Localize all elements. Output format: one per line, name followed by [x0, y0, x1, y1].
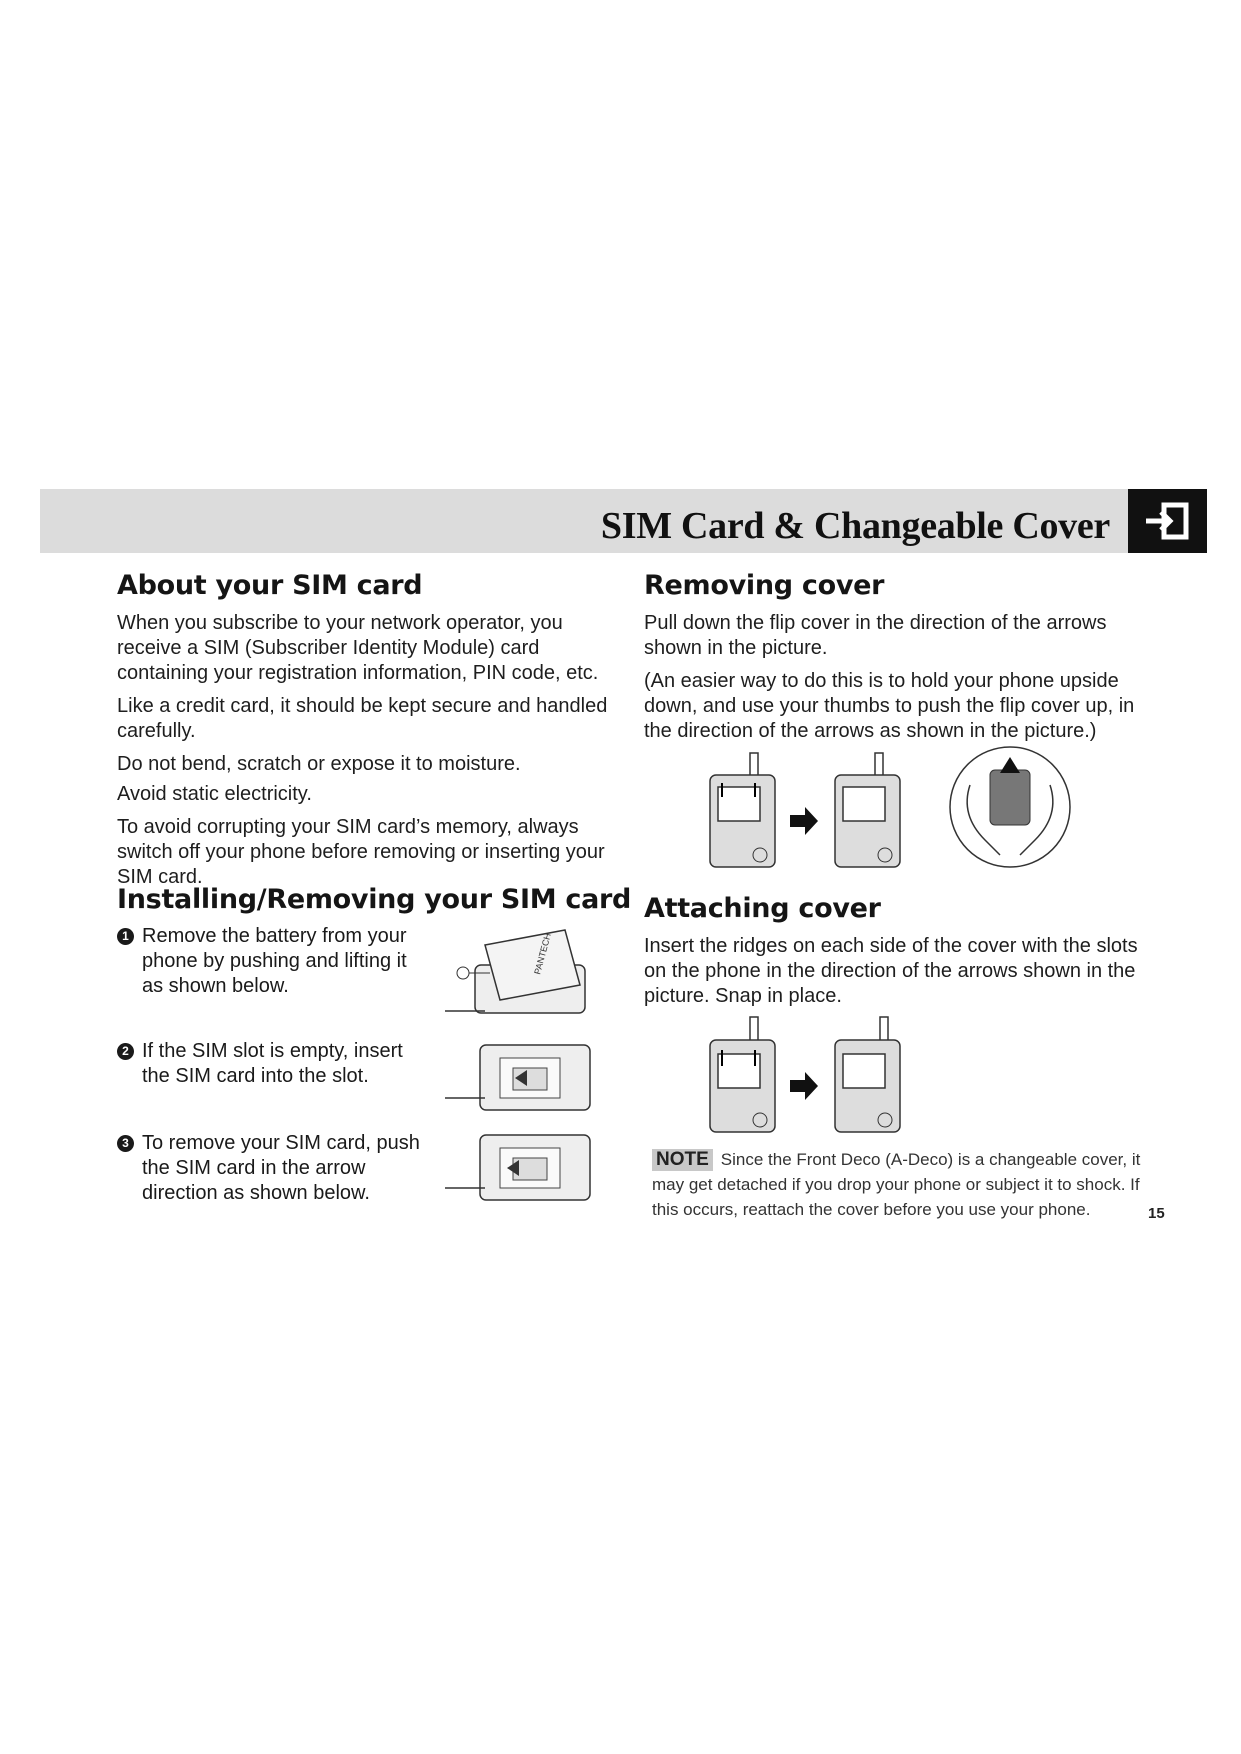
- about-paragraph-1: When you subscribe to your network operator, you receive a SIM (Subscriber Identity Module) card containing your registration information, PIN code, etc.: [117, 612, 599, 684]
- note-text: Since the Front Deco (A-Deco) is a changeable cover, it may get detached if you drop your phone or subject it to shock. If this occurs, reattach the cover before you use your phone.: [652, 1150, 1141, 1219]
- sim-insert-illustration: [445, 1040, 595, 1115]
- step-number: 2: [117, 1043, 134, 1060]
- step-number: 1: [117, 928, 134, 945]
- note-label: NOTE: [652, 1149, 713, 1171]
- about-heading: About your SIM card: [117, 570, 423, 601]
- about-paragraph-2: Like a credit card, it should be kept secure and handled carefully.: [117, 695, 608, 742]
- installing-heading: Installing/Removing your SIM card: [117, 884, 632, 915]
- page-number: 15: [1148, 1205, 1165, 1222]
- step-text: If the SIM slot is empty, insert the SIM card into the slot.: [142, 1040, 403, 1087]
- about-paragraph-3: Do not bend, scratch or expose it to moisture.: [117, 753, 521, 775]
- about-paragraph-5: To avoid corrupting your SIM card’s memory, always switch off your phone before removing or inserting your SIM card.: [117, 816, 605, 888]
- page-title: SIM Card & Changeable Cover: [600, 505, 1110, 547]
- removing-paragraph-2: (An easier way to do this is to hold your phone upside down, and use your thumbs to push the flip cover up, in the direction of the arrows as shown in the picture.): [644, 670, 1135, 742]
- attaching-paragraph: Insert the ridges on each side of the cover with the slots on the phone in the direction of the arrows shown in the picture. Snap in place.: [644, 935, 1138, 1007]
- note: [652, 1147, 1142, 1222]
- svg-text:PANTECH: PANTECH: [532, 932, 553, 976]
- step-number: 3: [117, 1135, 134, 1152]
- step-3: [117, 1131, 427, 1206]
- about-section: [117, 570, 627, 890]
- about-paragraph-4: Avoid static electricity.: [117, 783, 312, 805]
- removing-heading: Removing cover: [644, 570, 885, 601]
- enter-arrow-icon: [1144, 502, 1190, 540]
- removing-cover-illustration: [700, 745, 1080, 875]
- battery-removal-illustration: [445, 925, 595, 1020]
- sim-remove-illustration: [445, 1130, 595, 1205]
- attaching-section: [644, 893, 1144, 1009]
- removing-paragraph-1: Pull down the flip cover in the direction of the arrows shown in the picture.: [644, 612, 1107, 659]
- attaching-heading: Attaching cover: [644, 893, 881, 924]
- attaching-cover-illustration: [700, 1012, 910, 1137]
- step-2: [117, 1039, 427, 1089]
- step-text: Remove the battery from your phone by pushing and lifting it as shown below.: [142, 925, 407, 997]
- step-1: [117, 924, 427, 999]
- section-tab: [1128, 489, 1207, 553]
- removing-section: [644, 570, 1144, 744]
- step-text: To remove your SIM card, push the SIM card in the arrow direction as shown below.: [142, 1132, 420, 1204]
